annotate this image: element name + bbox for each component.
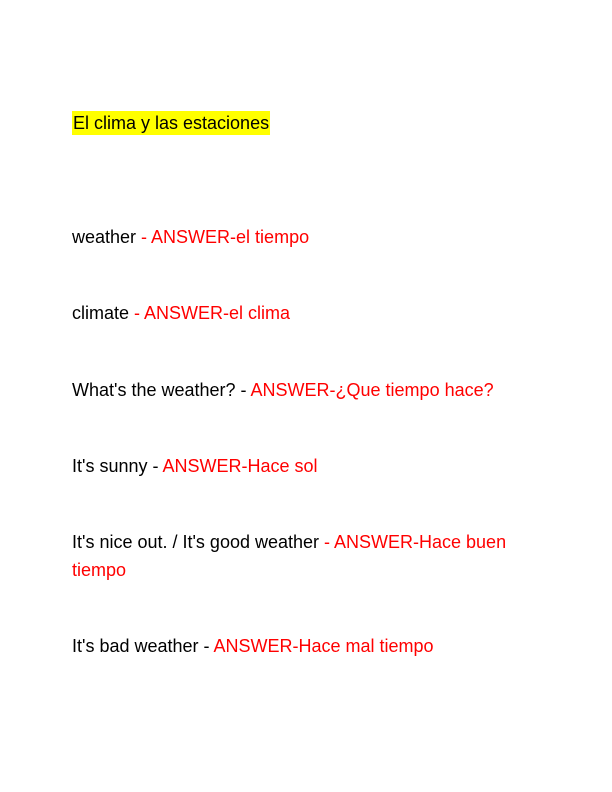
flashcard-answer: ANSWER-Hace sol bbox=[162, 456, 318, 476]
flashcard-answer: - ANSWER-el tiempo bbox=[136, 227, 310, 247]
flashcard-answer: ANSWER-Hace mal tiempo bbox=[213, 636, 434, 656]
document-title: El clima y las estaciones bbox=[73, 113, 270, 133]
flashcard-answer: - ANSWER-Hace buen tiempo bbox=[72, 532, 507, 580]
flashcard-term: What's the weather? - bbox=[72, 380, 251, 400]
flashcard-term: It's bad weather - bbox=[72, 636, 214, 656]
flashcard-item bbox=[72, 452, 532, 480]
flashcard-term: It's sunny - bbox=[72, 456, 163, 476]
flashcard-item bbox=[72, 299, 532, 327]
flashcard-term: weather bbox=[72, 227, 137, 247]
flashcard-item bbox=[72, 528, 532, 584]
flashcard-item bbox=[72, 376, 532, 404]
flashcard-term: It's nice out. / It's good weather bbox=[72, 532, 320, 552]
flashcard-term: climate bbox=[72, 303, 130, 323]
flashcard-answer: - ANSWER-el clima bbox=[129, 303, 291, 323]
flashcard-answer: ANSWER-¿Que tiempo hace? bbox=[250, 380, 494, 400]
flashcard-item bbox=[72, 223, 532, 251]
flashcard-item bbox=[72, 632, 532, 660]
